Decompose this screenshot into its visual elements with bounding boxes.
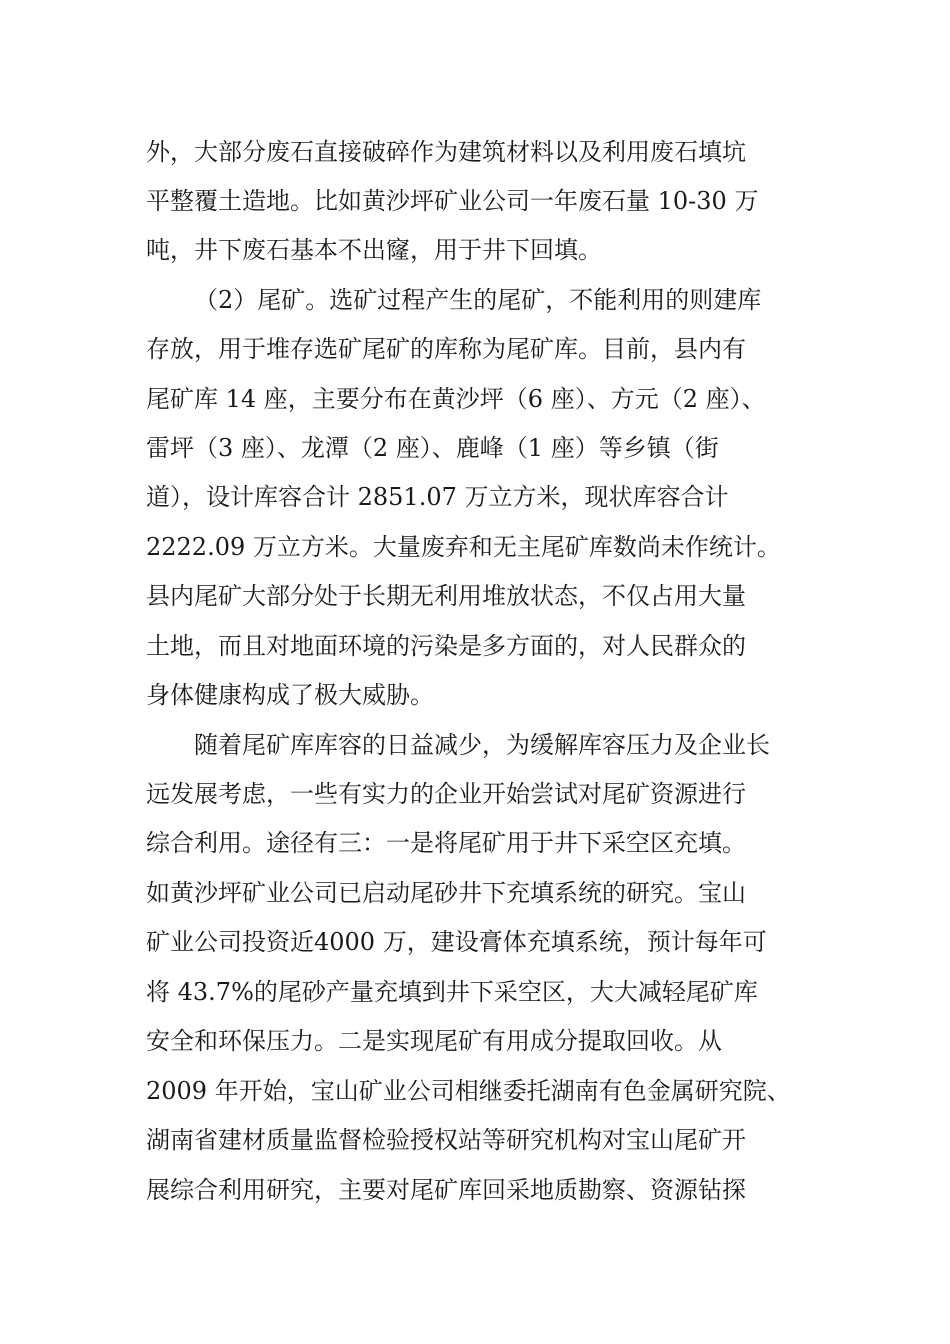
text-line-6: 尾矿库 14 座，主要分布在黄沙坪（6 座）、方元（2 座）、 xyxy=(146,385,766,413)
text-line-2: 平整覆土造地。比如黄沙坪矿业公司一年废石量 10-30 万 xyxy=(146,187,759,215)
text-line-14: 远发展考虑，一些有实力的企业开始尝试对尾矿资源进行 xyxy=(146,780,746,808)
text-line-9: 2222.09 万立方米。大量废弃和无主尾矿库数尚未作统计。 xyxy=(146,533,781,561)
text-line-22: 展综合利用研究，主要对尾矿库回采地质勘察、资源钻探 xyxy=(146,1176,746,1204)
text-line-4: （2）尾矿。选矿过程产生的尾矿，不能利用的则建库 xyxy=(194,286,762,314)
text-line-12: 身体健康构成了极大威胁。 xyxy=(146,681,434,709)
text-line-19: 安全和环保压力。二是实现尾矿有用成分提取回收。从 xyxy=(146,1027,722,1055)
text-line-17: 矿业公司投资近4000 万，建设膏体充填系统，预计每年可 xyxy=(146,928,767,956)
text-line-21: 湖南省建材质量监督检验授权站等研究机构对宝山尾矿开 xyxy=(146,1126,746,1154)
text-line-18: 将 43.7%的尾砂产量充填到井下采空区，大大减轻尾矿库 xyxy=(146,978,758,1006)
text-line-8: 道），设计库容合计 2851.07 万立方米，现状库容合计 xyxy=(146,483,729,511)
text-line-16: 如黄沙坪矿业公司已启动尾砂井下充填系统的研究。宝山 xyxy=(146,879,746,907)
text-line-20: 2009 年开始，宝山矿业公司相继委托湖南有色金属研究院、 xyxy=(146,1077,791,1105)
text-line-10: 县内尾矿大部分处于长期无利用堆放状态，不仅占用大量 xyxy=(146,582,746,610)
text-line-11: 土地，而且对地面环境的污染是多方面的，对人民群众的 xyxy=(146,632,746,660)
text-line-7: 雷坪（3 座）、龙潭（2 座）、鹿峰（1 座）等乡镇（街 xyxy=(146,434,719,462)
text-line-1: 外，大部分废石直接破碎作为建筑材料以及利用废石填坑 xyxy=(146,138,746,166)
text-line-13: 随着尾矿库库容的日益减少，为缓解库容压力及企业长 xyxy=(194,731,770,759)
text-line-15: 综合利用。途径有三：一是将尾矿用于井下采空区充填。 xyxy=(146,829,746,857)
text-line-3: 吨，井下废石基本不出窿，用于井下回填。 xyxy=(146,236,602,264)
text-line-5: 存放，用于堆存选矿尾矿的库称为尾矿库。目前，县内有 xyxy=(146,335,746,363)
